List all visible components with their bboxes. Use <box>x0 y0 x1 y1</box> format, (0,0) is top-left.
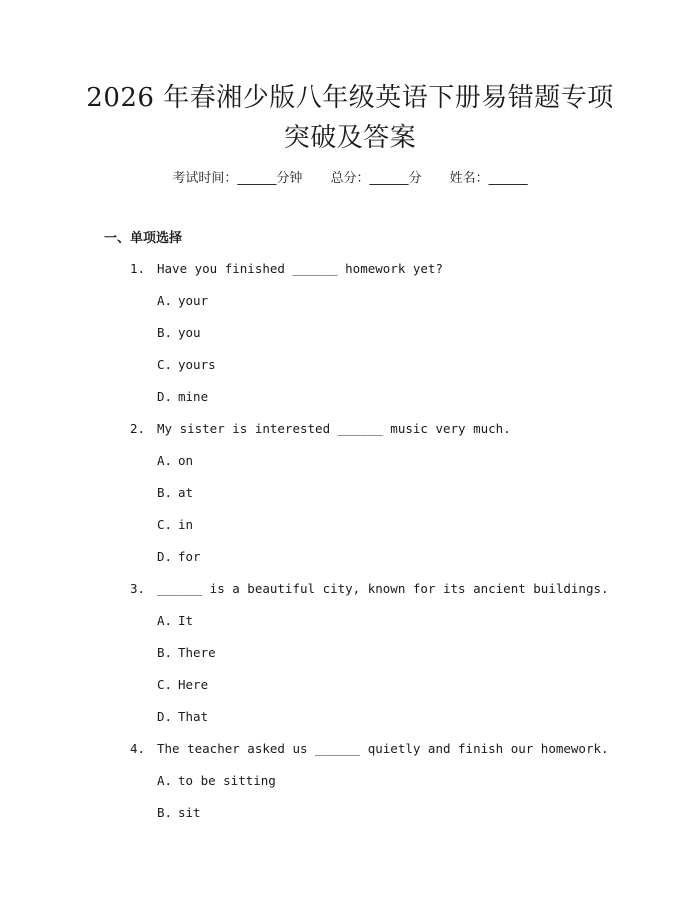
answer-option <box>0 482 700 514</box>
question <box>0 738 700 770</box>
question-stem: Have you finished ______ homework yet? <box>157 261 443 276</box>
option-letter: C. <box>157 357 173 372</box>
answer-option <box>0 354 700 386</box>
question <box>0 258 700 290</box>
question-number: 4. <box>130 741 146 756</box>
option-text: at <box>178 485 194 500</box>
answer-option <box>0 290 700 322</box>
name-label: 姓名： <box>449 171 489 186</box>
option-text: to be sitting <box>178 773 276 788</box>
option-text: in <box>178 517 194 532</box>
score-label: 总分： <box>330 171 370 186</box>
option-text: Here <box>178 677 209 692</box>
question-number: 3. <box>130 581 146 596</box>
title-line-2: 突破及答案 <box>283 123 417 153</box>
option-text: on <box>178 453 194 468</box>
question <box>0 418 700 450</box>
exam-name <box>450 170 528 188</box>
answer-option <box>0 450 700 482</box>
document-title <box>60 78 640 158</box>
option-text: There <box>178 645 216 660</box>
question-stem: ______ is a beautiful city, known for its ancient buildings. <box>157 581 609 596</box>
option-letter: B. <box>157 645 173 660</box>
question-list <box>0 258 700 834</box>
option-letter: A. <box>157 613 173 628</box>
option-text: your <box>178 293 209 308</box>
exam-meta <box>0 170 700 188</box>
option-text: for <box>178 549 201 564</box>
question <box>0 578 700 610</box>
option-letter: B. <box>157 485 173 500</box>
answer-option <box>0 610 700 642</box>
answer-option <box>0 322 700 354</box>
option-letter: D. <box>157 709 173 724</box>
question-stem: The teacher asked us ______ quietly and finish our homework. <box>157 741 609 756</box>
answer-option <box>0 386 700 418</box>
option-letter: D. <box>157 389 173 404</box>
question-number: 1. <box>130 261 146 276</box>
option-letter: C. <box>157 517 173 532</box>
answer-option <box>0 770 700 802</box>
option-letter: A. <box>157 453 173 468</box>
question-number: 2. <box>130 421 146 436</box>
title-line-1: 2026 年春湘少版八年级英语下册易错题专项 <box>86 83 614 113</box>
option-letter: B. <box>157 805 173 820</box>
name-blank: ______ <box>488 171 528 186</box>
exam-time <box>172 170 302 188</box>
answer-option <box>0 546 700 578</box>
option-letter: B. <box>157 325 173 340</box>
time-blank: ______ <box>237 171 277 186</box>
option-letter: D. <box>157 549 173 564</box>
question-stem: My sister is interested ______ music very much. <box>157 421 511 436</box>
exam-score <box>330 170 421 188</box>
answer-option <box>0 514 700 546</box>
option-text: That <box>178 709 209 724</box>
answer-option <box>0 642 700 674</box>
option-text: sit <box>178 805 201 820</box>
option-letter: A. <box>157 293 173 308</box>
option-text: mine <box>178 389 209 404</box>
answer-option <box>0 706 700 738</box>
time-unit: 分钟 <box>276 171 303 186</box>
score-unit: 分 <box>408 171 422 186</box>
option-letter: C. <box>157 677 173 692</box>
option-text: you <box>178 325 201 340</box>
option-text: yours <box>178 357 216 372</box>
answer-option <box>0 674 700 706</box>
section-heading: 一、单项选择 <box>104 231 183 246</box>
option-letter: A. <box>157 773 173 788</box>
answer-option <box>0 802 700 834</box>
option-text: It <box>178 613 194 628</box>
score-blank: ______ <box>369 171 409 186</box>
time-label: 考试时间： <box>172 171 238 186</box>
